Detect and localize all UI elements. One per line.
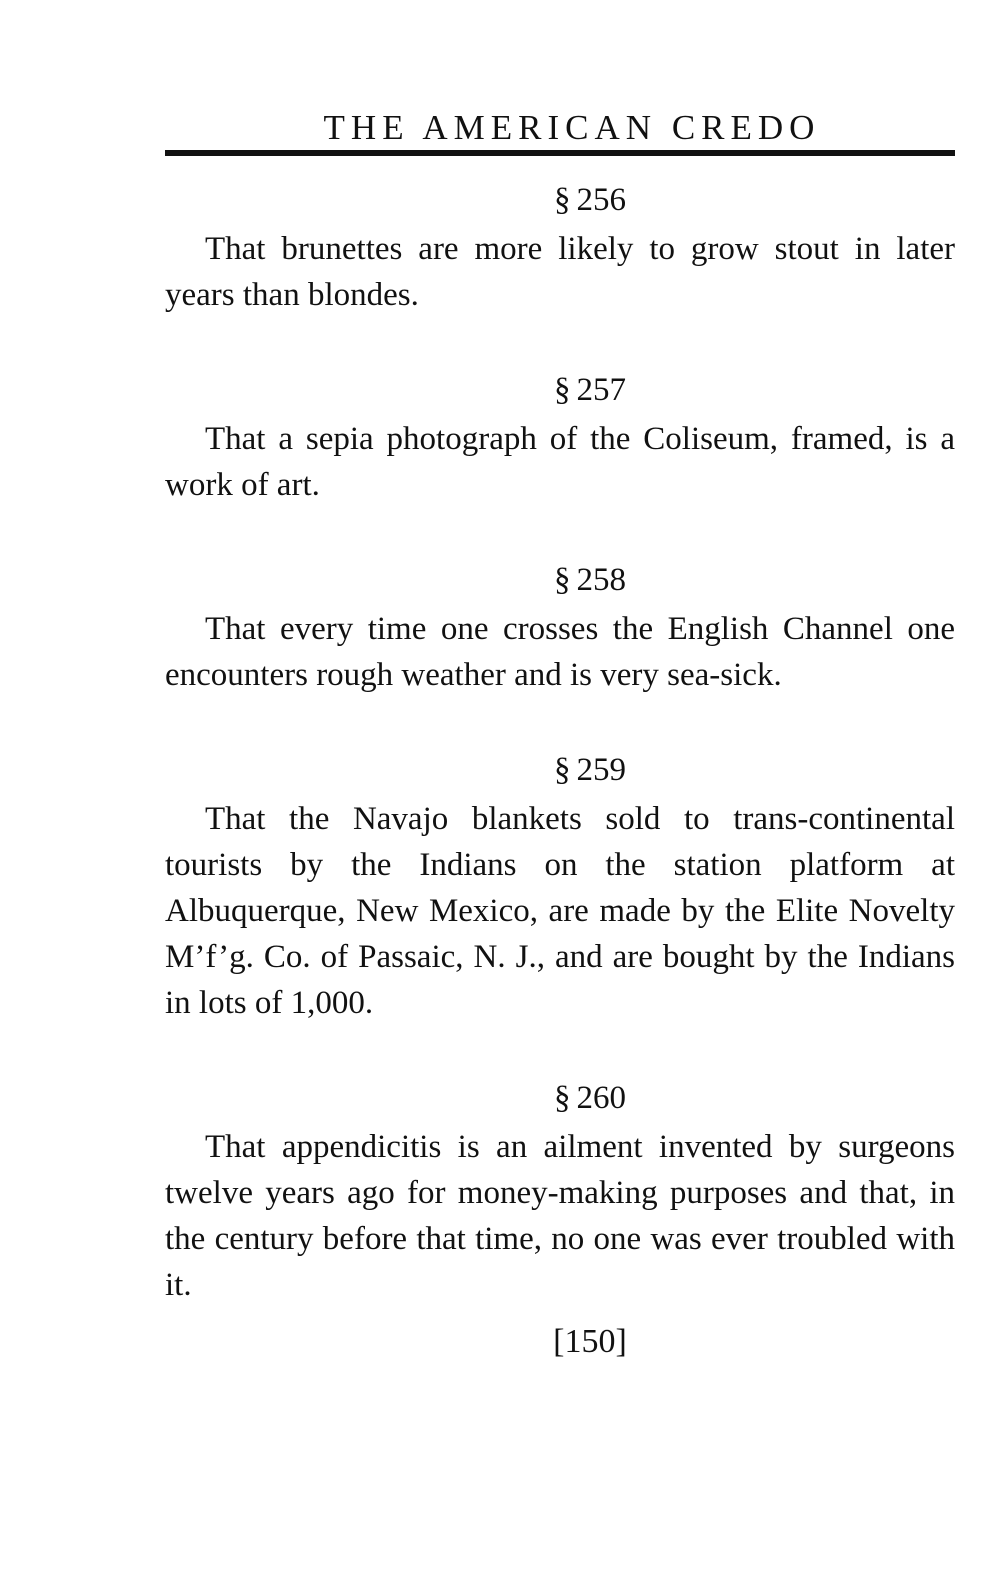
section-number bbox=[165, 370, 955, 410]
section-sign: § bbox=[554, 1080, 571, 1116]
running-head: THE AMERICAN CREDO bbox=[323, 108, 821, 147]
book-page bbox=[165, 108, 955, 1362]
section-number bbox=[165, 750, 955, 790]
section-number-value: 256 bbox=[576, 182, 626, 218]
section-number bbox=[165, 560, 955, 600]
section-text: That brunettes are more likely to grow stout in later years than blondes. bbox=[165, 231, 955, 313]
section-number-value: 258 bbox=[576, 562, 626, 598]
section-258 bbox=[165, 560, 955, 698]
page-number: [150] bbox=[553, 1323, 627, 1360]
section-text: That every time one crosses the English Channel one encounters rough weather and is very sea-sick. bbox=[165, 611, 955, 693]
section-sign: § bbox=[554, 182, 571, 218]
section-text: That appendicitis is an ailment invented by surgeons twelve years ago for money-making purposes and that, in the century before that time, no one was ever troubled with it. bbox=[165, 1129, 955, 1303]
section-number-value: 260 bbox=[576, 1080, 626, 1116]
section-number-value: 259 bbox=[576, 752, 626, 788]
section-257 bbox=[165, 370, 955, 508]
section-number-value: 257 bbox=[576, 372, 626, 408]
section-sign: § bbox=[554, 752, 571, 788]
section-number bbox=[165, 1078, 955, 1118]
section-number bbox=[165, 180, 955, 220]
header-rule bbox=[165, 150, 955, 156]
section-text: That a sepia photograph of the Coliseum, framed, is a work of art. bbox=[165, 421, 955, 503]
section-259 bbox=[165, 750, 955, 1026]
section-sign: § bbox=[554, 562, 571, 598]
section-sign: § bbox=[554, 372, 571, 408]
section-260 bbox=[165, 1078, 955, 1308]
section-text: That the Navajo blankets sold to trans-continental tourists by the Indians on the station platform at Albuquerque, New Mexico, are made by the Elite Novelty M’f’g. Co. of Passaic, N. J., and are bought by the Indians in lots of 1,000. bbox=[165, 801, 955, 1021]
section-256 bbox=[165, 180, 955, 318]
